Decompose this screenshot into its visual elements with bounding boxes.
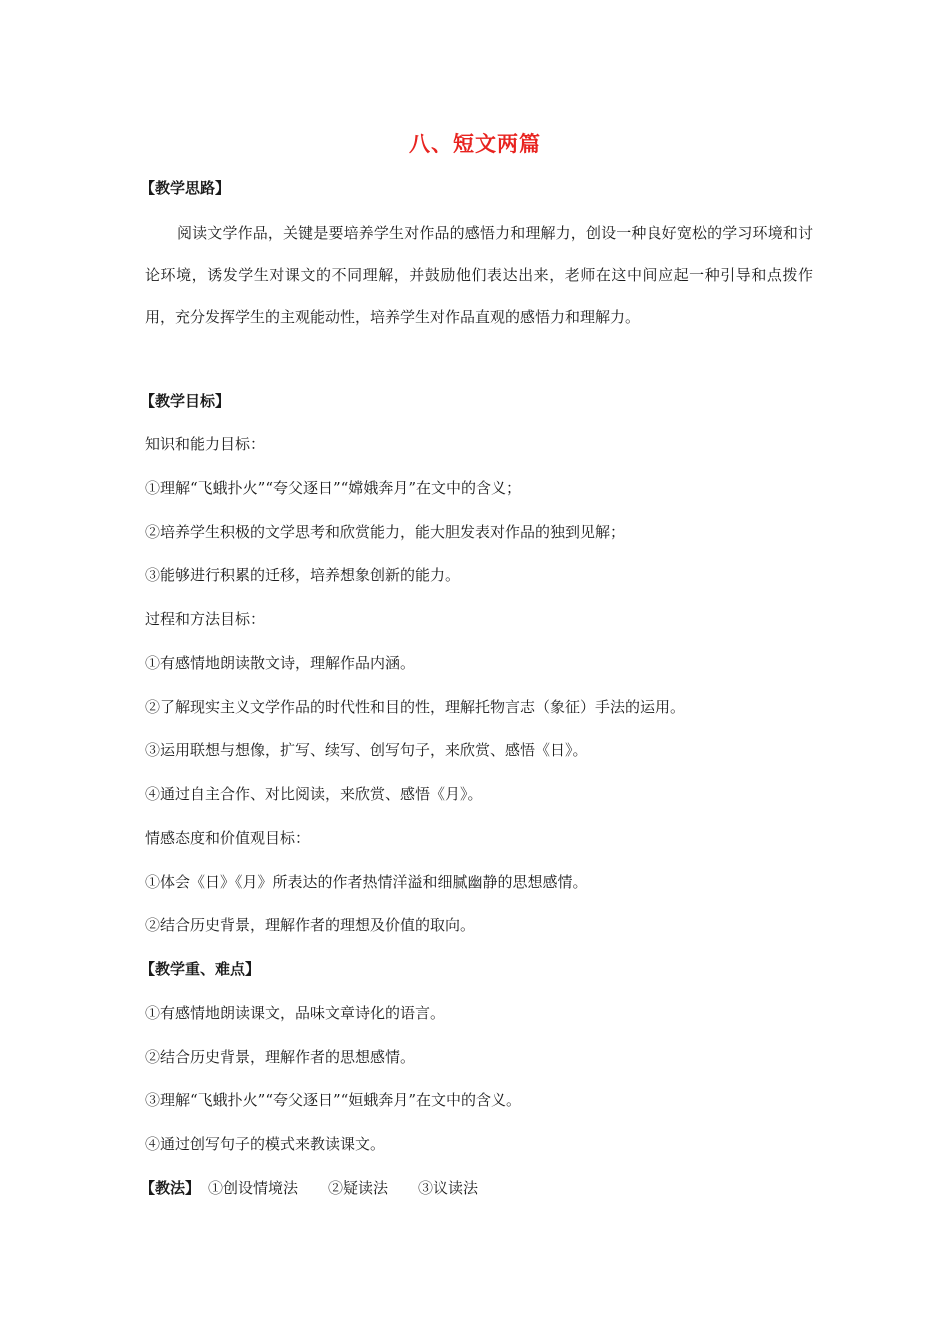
approach-paragraph: 阅读文学作品，关键是要培养学生对作品的感悟力和理解力，创设一种良好宽松的学习环境和讨论环境，诱发学生对课文的不同理解，并鼓励他们表达出来，老师在这中间应起一种引导和点拨作用，充分发挥学生的主观能动性，培养学生对作品直观的感悟力和理解力。 xyxy=(145,224,813,326)
document-title: 八、短文两篇 xyxy=(409,132,541,156)
key-point-item: ④通过创写句子的模式来教读课文。 xyxy=(145,1135,386,1153)
emotion-goal-item: ②结合历史背景，理解作者的理想及价值的取向。 xyxy=(145,916,476,934)
method-item: ③议读法 xyxy=(418,1179,479,1197)
process-goal-item: ①有感情地朗读散文诗，理解作品内涵。 xyxy=(145,654,416,672)
section-heading-methods: 【教法】 xyxy=(140,1179,201,1197)
knowledge-goal-item: ②培养学生积极的文学思考和欣赏能力，能大胆发表对作品的独到见解； xyxy=(145,523,626,541)
emotion-goal-item: ①体会《日》《月》所表达的作者热情洋溢和细腻幽静的思想感情。 xyxy=(145,873,588,891)
process-goals-label: 过程和方法目标： xyxy=(145,610,266,628)
method-item: ①创设情境法 xyxy=(208,1179,299,1197)
key-point-item: ③理解“飞蛾扑火”“夸父逐日”“姮蛾奔月”在文中的含义。 xyxy=(145,1091,522,1109)
knowledge-goal-item: ①理解“飞蛾扑火”“夸父逐日”“嫦娥奔月”在文中的含义； xyxy=(145,479,522,497)
section-heading-key-points: 【教学重、难点】 xyxy=(140,960,261,978)
process-goal-item: ②了解现实主义文学作品的时代性和目的性，理解托物言志（象征）手法的运用。 xyxy=(145,698,686,716)
emotion-goals-label: 情感态度和价值观目标： xyxy=(145,829,311,847)
key-point-item: ①有感情地朗读课文，品味文章诗化的语言。 xyxy=(145,1004,446,1022)
section-heading-goals: 【教学目标】 xyxy=(140,392,231,410)
knowledge-goal-item: ③能够进行积累的迁移，培养想象创新的能力。 xyxy=(145,566,461,584)
process-goal-item: ④通过自主合作、对比阅读，来欣赏、感悟《月》。 xyxy=(145,785,483,803)
methods-row xyxy=(140,1178,478,1198)
section-heading-approach: 【教学思路】 xyxy=(140,179,231,197)
process-goal-item: ③运用联想与想像，扩写、续写、创写句子，来欣赏、感悟《日》。 xyxy=(145,741,588,759)
key-point-item: ②结合历史背景，理解作者的思想感情。 xyxy=(145,1048,416,1066)
method-item: ②疑读法 xyxy=(328,1179,389,1197)
knowledge-goals-label: 知识和能力目标： xyxy=(145,435,266,453)
